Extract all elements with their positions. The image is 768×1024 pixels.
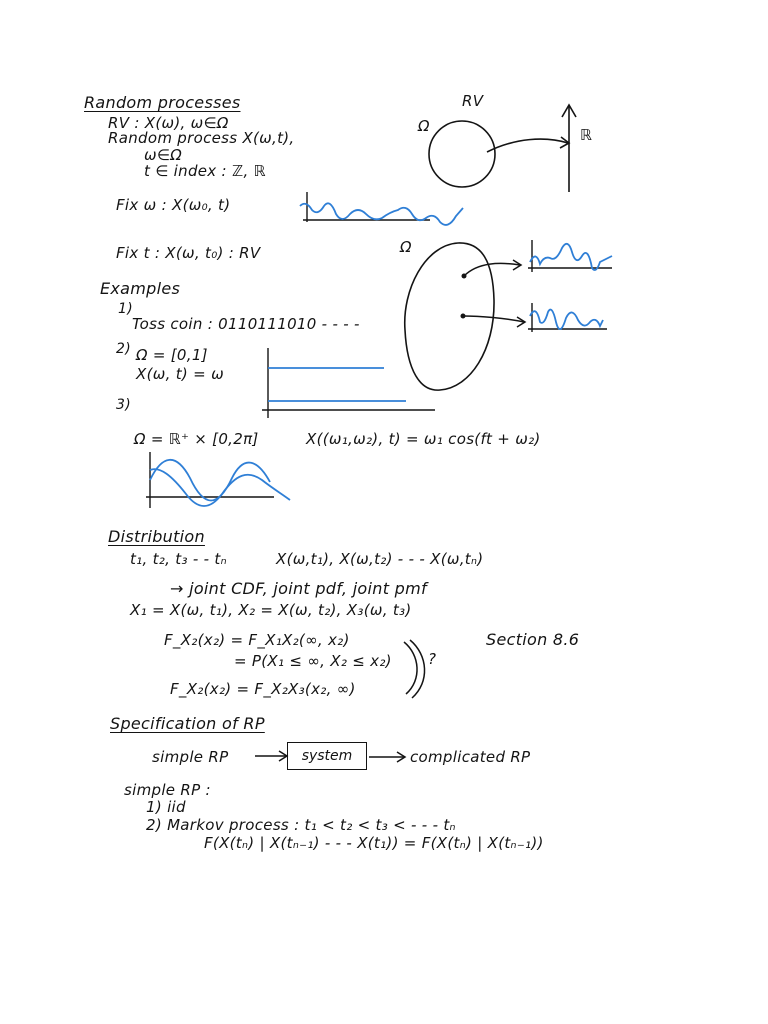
distribution-times: t₁, t₂, t₃ - - tₙ <box>130 550 227 568</box>
system-box <box>287 742 367 770</box>
section-title: Random processes <box>84 93 241 112</box>
example-3-x: X((ω₁,ω₂), t) = ω₁ cos(ft + ω₂) <box>306 430 541 448</box>
example-2-x: X(ω, t) = ω <box>136 365 224 383</box>
marginal-line-2: = P(X₁ ≤ ∞, X₂ ≤ x₂) <box>234 652 392 670</box>
simple-rp-heading: simple RP : <box>124 781 211 799</box>
fix-omega: Fix ω : X(ω₀, t) <box>116 196 231 214</box>
path1-waveform <box>530 244 612 270</box>
fix-t: Fix t : X(ω, t₀) : RV <box>116 244 261 262</box>
simple-rp-input: simple RP <box>152 748 229 766</box>
markov-item: 2) Markov process : t₁ < t₂ < t₃ < - - - tₙ <box>146 816 456 834</box>
markov-equation: F(X(tₙ) | X(tₙ₋₁) - - - X(t₁)) = F(X(tₙ) | X(tₙ₋₁)) <box>204 834 544 852</box>
rv-definition: RV : X(ω), ω∈Ω <box>108 114 229 132</box>
section-bracket <box>404 642 417 694</box>
system-label: system <box>301 748 353 764</box>
fix-omega-waveform <box>300 203 463 225</box>
distribution-heading: Distribution <box>108 527 205 546</box>
t-index: t ∈ index : ℤ, ℝ <box>144 162 266 180</box>
ex3-cosine-1 <box>150 460 270 501</box>
omega-membership: ω∈Ω <box>144 146 182 164</box>
marginal-line-3: F_X₂(x₂) = F_X₂X₃(x₂, ∞) <box>170 680 356 698</box>
rv-label: RV <box>462 92 484 110</box>
path2-waveform <box>530 310 603 330</box>
example-2-omega: Ω = [0,1] <box>136 346 208 364</box>
marginal-line-1: F_X₂(x₂) = F_X₁X₂(∞, x₂) <box>164 631 350 649</box>
example-3-omega: Ω = ℝ⁺ × [0,2π] <box>134 430 259 448</box>
example-2-number: 2) <box>116 341 131 357</box>
joint-distributions: → joint CDF, joint pdf, joint pmf <box>170 579 427 598</box>
example-1: Toss coin : 0110111010 - - - - <box>132 315 360 333</box>
complicated-rp-output: complicated RP <box>410 748 531 766</box>
mapping-arrow <box>487 139 568 152</box>
sample-arrow-1 <box>464 263 520 276</box>
ex3-cosine-2 <box>150 469 290 506</box>
rp-definition: Random process X(ω,t), <box>108 129 295 147</box>
examples-heading: Examples <box>100 279 181 298</box>
real-label: ℝ <box>580 126 593 144</box>
omega-label: Ω <box>418 117 430 135</box>
example-3-number: 3) <box>116 397 131 413</box>
specification-heading: Specification of RP <box>110 714 265 733</box>
example-1-number: 1) <box>118 301 133 317</box>
section-reference: Section 8.6 <box>486 630 580 649</box>
x-definitions: X₁ = X(ω, t₁), X₂ = X(ω, t₂), X₃(ω, t₃) <box>130 601 412 619</box>
sample-space-circle <box>429 121 495 187</box>
iid-item: 1) iid <box>146 798 186 816</box>
distribution-values: X(ω,t₁), X(ω,t₂) - - - X(ω,tₙ) <box>276 550 484 568</box>
question-mark: ? <box>428 650 437 668</box>
omega-label-2: Ω <box>400 238 412 256</box>
